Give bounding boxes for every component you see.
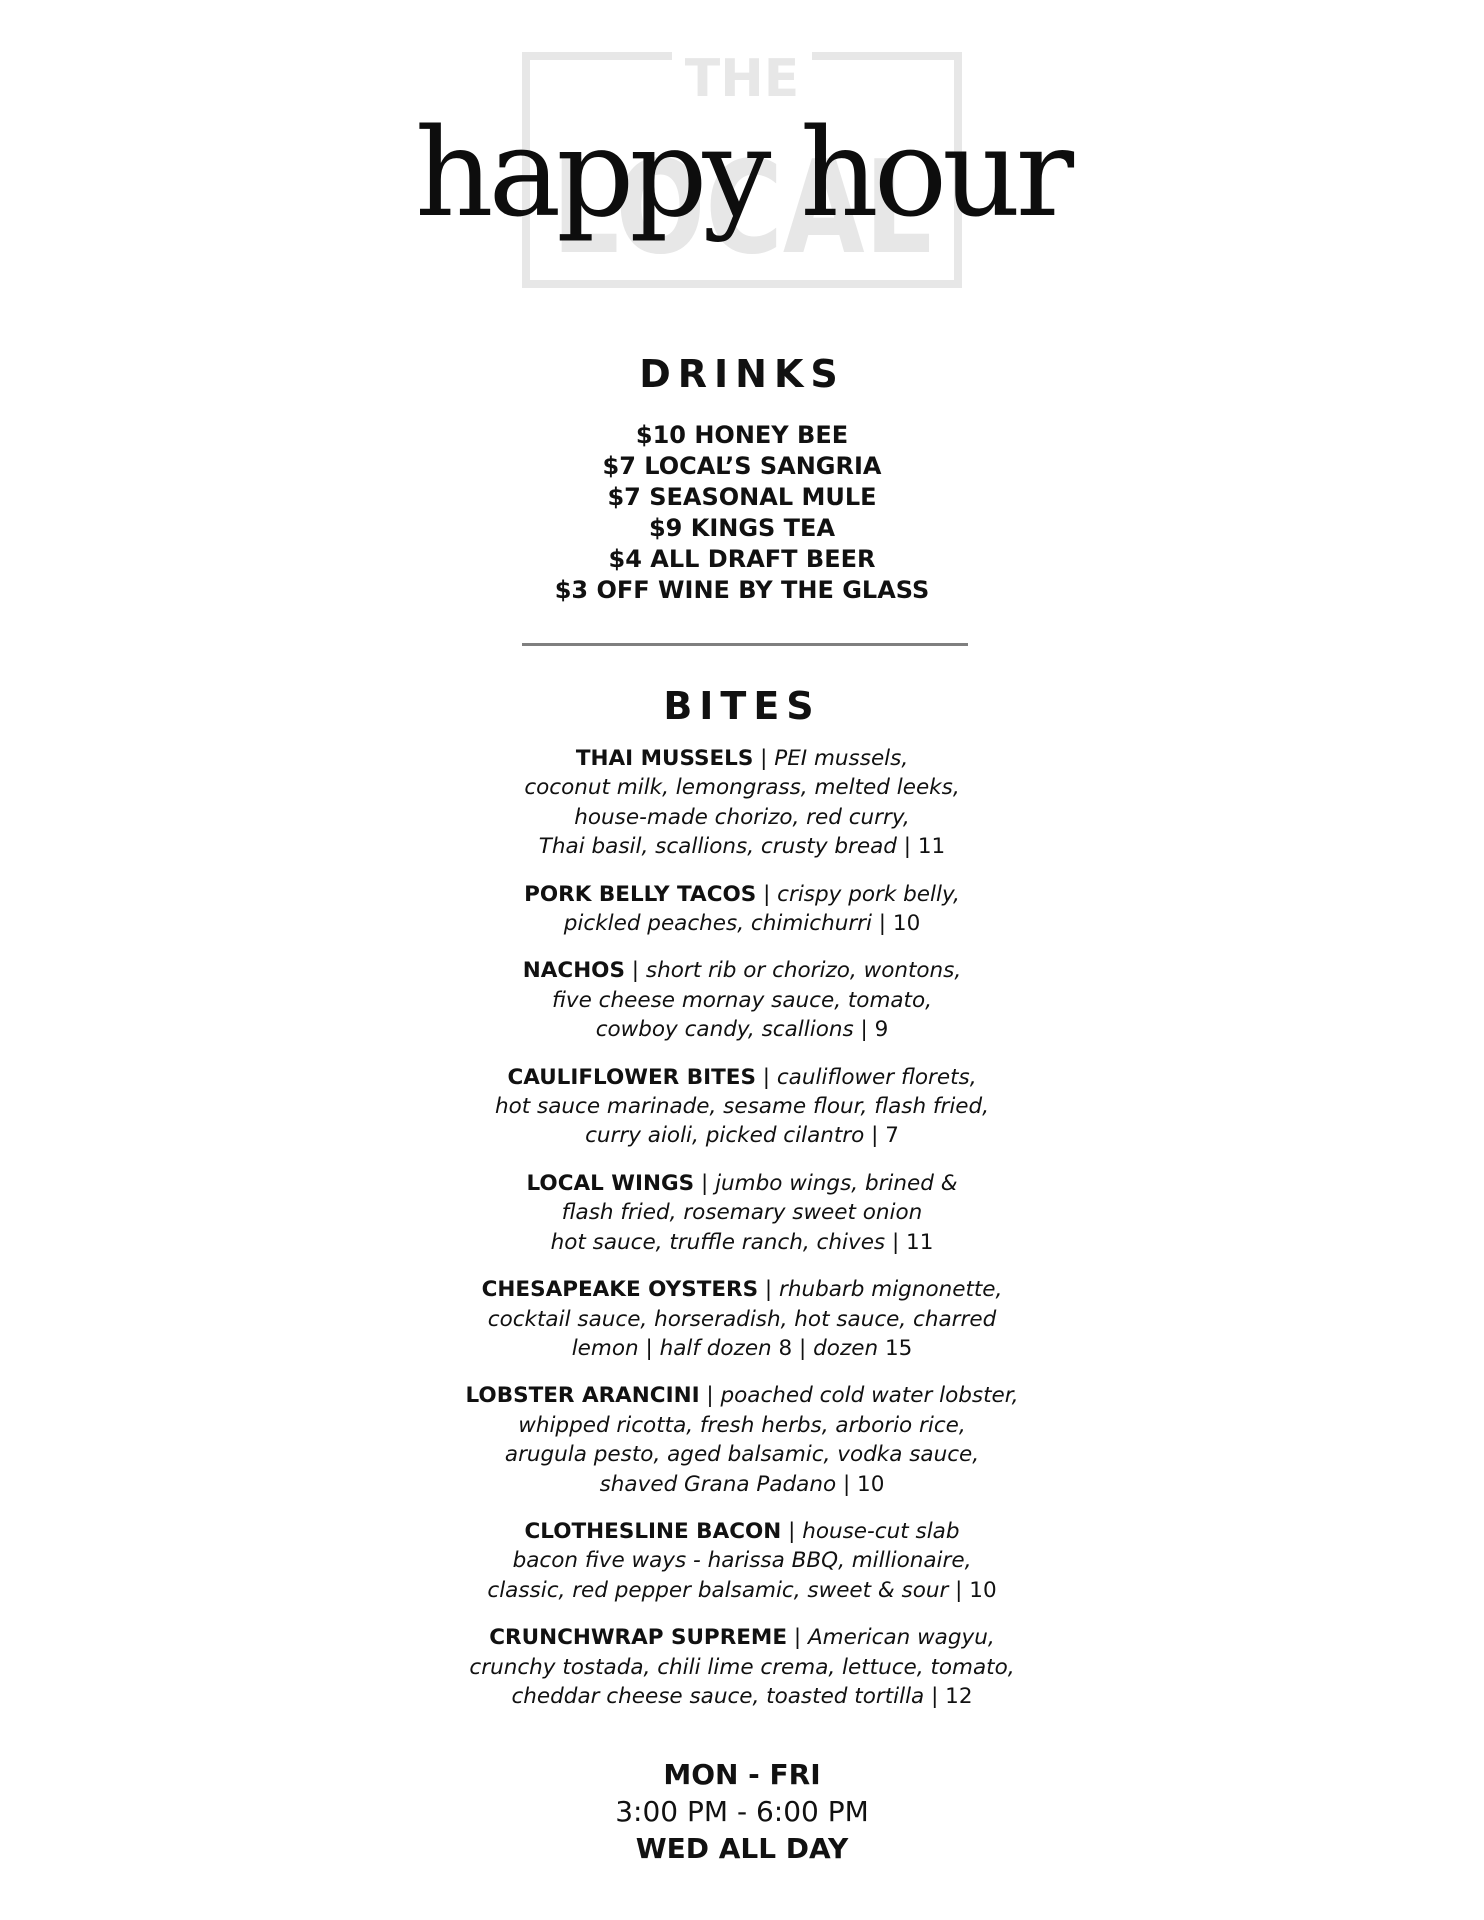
bite-name: LOBSTER ARANCINI xyxy=(465,1383,700,1409)
section-divider xyxy=(522,643,968,646)
drink-item: $4 ALL DRAFT BEER xyxy=(608,545,876,573)
drink-item: $3 OFF WINE BY THE GLASS xyxy=(554,576,930,604)
bite-name: NACHOS xyxy=(522,958,625,984)
bite-item-clothesline-bacon: CLOTHESLINE BACON | house-cut slab bacon five ways - harissa BBQ, millionaire, classic, red pepper balsamic, sweet & sour | 10 xyxy=(487,1518,997,1603)
bite-item-chesapeake-oysters: CHESAPEAKE OYSTERS | rhubarb mignonette, cocktail sauce, horseradish, hot sauce, charred lemon | half dozen 8 | dozen 15 xyxy=(481,1277,1003,1361)
bite-description: flash fried, rosemary sweet onion xyxy=(561,1200,923,1226)
bite-name: THAI MUSSELS xyxy=(575,746,754,771)
page-title: happy hour xyxy=(414,102,1070,244)
bite-description: short rib or chorizo, wontons, xyxy=(645,958,962,984)
bite-description: shaved Grana Padano xyxy=(599,1471,837,1497)
bite-description: crispy pork belly, xyxy=(777,881,960,907)
bite-item-crunchwrap-supreme: CRUNCHWRAP SUPREME | American wagyu, crunchy tostada, chili lime crema, lettuce, tomato, cheddar cheese sauce, toasted tortilla | 12 xyxy=(469,1625,1015,1709)
bite-description: lemon xyxy=(571,1335,639,1361)
bite-description: coconut milk, lemongrass, melted leeks, xyxy=(524,775,960,801)
bite-price: 8 xyxy=(778,1335,793,1361)
drinks-list xyxy=(0,420,1484,606)
bite-item-local-wings: LOCAL WINGS | jumbo wings, brined & flash fried, rosemary sweet onion hot sauce, truffle ranch, chives | 11 xyxy=(526,1170,958,1255)
bite-name: PORK BELLY TACOS xyxy=(524,881,757,907)
bite-description: arugula pesto, aged balsamic, vodka sauce, xyxy=(504,1442,980,1468)
hours-block xyxy=(0,1756,1484,1867)
bite-description: cocktail sauce, horseradish, hot sauce, charred xyxy=(487,1306,997,1332)
bite-item-cauliflower-bites: CAULIFLOWER BITES | cauliflower florets, hot sauce marinade, sesame flour, flash fried, curry aioli, picked cilantro | 7 xyxy=(494,1064,990,1149)
bite-price: 15 xyxy=(884,1335,913,1361)
bite-item-lobster-arancini: LOBSTER ARANCINI | poached cold water lobster, whipped ricotta, fresh herbs, arborio rice, arugula pesto, aged balsamic, vodka sauce, shaved Grana Padano | 10 xyxy=(465,1383,1019,1497)
bite-price: 10 xyxy=(857,1471,885,1497)
bites-heading: BITES xyxy=(663,684,821,728)
logo-local-text: LOCAL xyxy=(552,134,932,283)
bite-name: CHESAPEAKE OYSTERS xyxy=(481,1277,759,1303)
bite-description: PEI mussels, xyxy=(774,746,909,771)
hours-days: MON - FRI xyxy=(663,1758,821,1791)
bite-description: classic, red pepper balsamic, sweet & sour xyxy=(487,1577,949,1603)
bite-description: crunchy tostada, chili lime crema, lettuce, tomato, xyxy=(469,1654,1015,1680)
drink-item: $9 KINGS TEA xyxy=(648,514,836,542)
bite-description: jumbo wings, brined & xyxy=(715,1170,958,1196)
bite-price: 11 xyxy=(917,834,946,860)
bite-price: 12 xyxy=(945,1683,973,1709)
logo-the-text: THE xyxy=(684,52,800,109)
bite-size-label: half dozen xyxy=(659,1335,772,1361)
bite-description: cowboy candy, scallions xyxy=(595,1017,854,1043)
bite-item-pork-belly-tacos: PORK BELLY TACOS | crispy pork belly, pickled peaches, chimichurri | 10 xyxy=(524,881,960,937)
bite-price: 10 xyxy=(892,911,921,937)
bite-item-nachos: NACHOS | short rib or chorizo, wontons, five cheese mornay sauce, tomato, cowboy candy, scallions | 9 xyxy=(522,958,962,1043)
bite-price: 7 xyxy=(885,1123,899,1149)
drink-item: $7 LOCAL’S SANGRIA xyxy=(602,452,882,480)
bite-name: LOCAL WINGS xyxy=(526,1170,695,1196)
drink-item: $7 SEASONAL MULE xyxy=(607,483,877,511)
bite-name: CLOTHESLINE BACON xyxy=(524,1518,782,1544)
bite-description: poached cold water lobster, xyxy=(720,1383,1019,1409)
bite-description: house-cut slab xyxy=(802,1518,960,1544)
bite-name: CRUNCHWRAP SUPREME xyxy=(489,1625,788,1651)
bite-name: CAULIFLOWER BITES xyxy=(507,1064,756,1090)
bite-description: curry aioli, picked cilantro xyxy=(585,1123,865,1149)
bites-list xyxy=(0,744,1484,1729)
bite-price: 10 xyxy=(969,1577,997,1603)
bite-description: five cheese mornay sauce, tomato, xyxy=(552,987,932,1013)
bite-description: pickled peaches, chimichurri xyxy=(563,911,872,937)
bite-description: cheddar cheese sauce, toasted tortilla xyxy=(511,1683,925,1709)
bite-description: hot sauce marinade, sesame flour, flash fried, xyxy=(494,1094,990,1120)
bite-description: bacon five ways - harissa BBQ, millionaire, xyxy=(512,1548,972,1574)
bite-item-thai-mussels: THAI MUSSELS | PEI mussels, coconut milk, lemongrass, melted leeks, house-made chorizo, red curry, Thai basil, scallions, crusty bread | 11 xyxy=(524,746,960,860)
bite-description: rhubarb mignonette, xyxy=(779,1277,1003,1303)
bite-description: cauliflower florets, xyxy=(776,1064,977,1090)
bite-description: house-made chorizo, red curry, xyxy=(574,804,910,830)
hours-time: 3:00 PM - 6:00 PM xyxy=(615,1795,869,1828)
bite-description: hot sauce, truffle ranch, chives xyxy=(550,1229,886,1255)
drinks-heading: DRINKS xyxy=(639,352,845,396)
hours-extra: WED ALL DAY xyxy=(635,1832,849,1865)
bite-size-label: dozen xyxy=(813,1335,879,1361)
drink-item: $10 HONEY BEE xyxy=(635,421,849,449)
bite-price: 11 xyxy=(906,1229,934,1255)
bite-price: 9 xyxy=(874,1017,889,1043)
bite-description: whipped ricotta, fresh herbs, arborio rice, xyxy=(518,1412,966,1438)
bite-description: Thai basil, scallions, crusty bread xyxy=(538,834,897,860)
bite-description: American wagyu, xyxy=(807,1625,995,1651)
